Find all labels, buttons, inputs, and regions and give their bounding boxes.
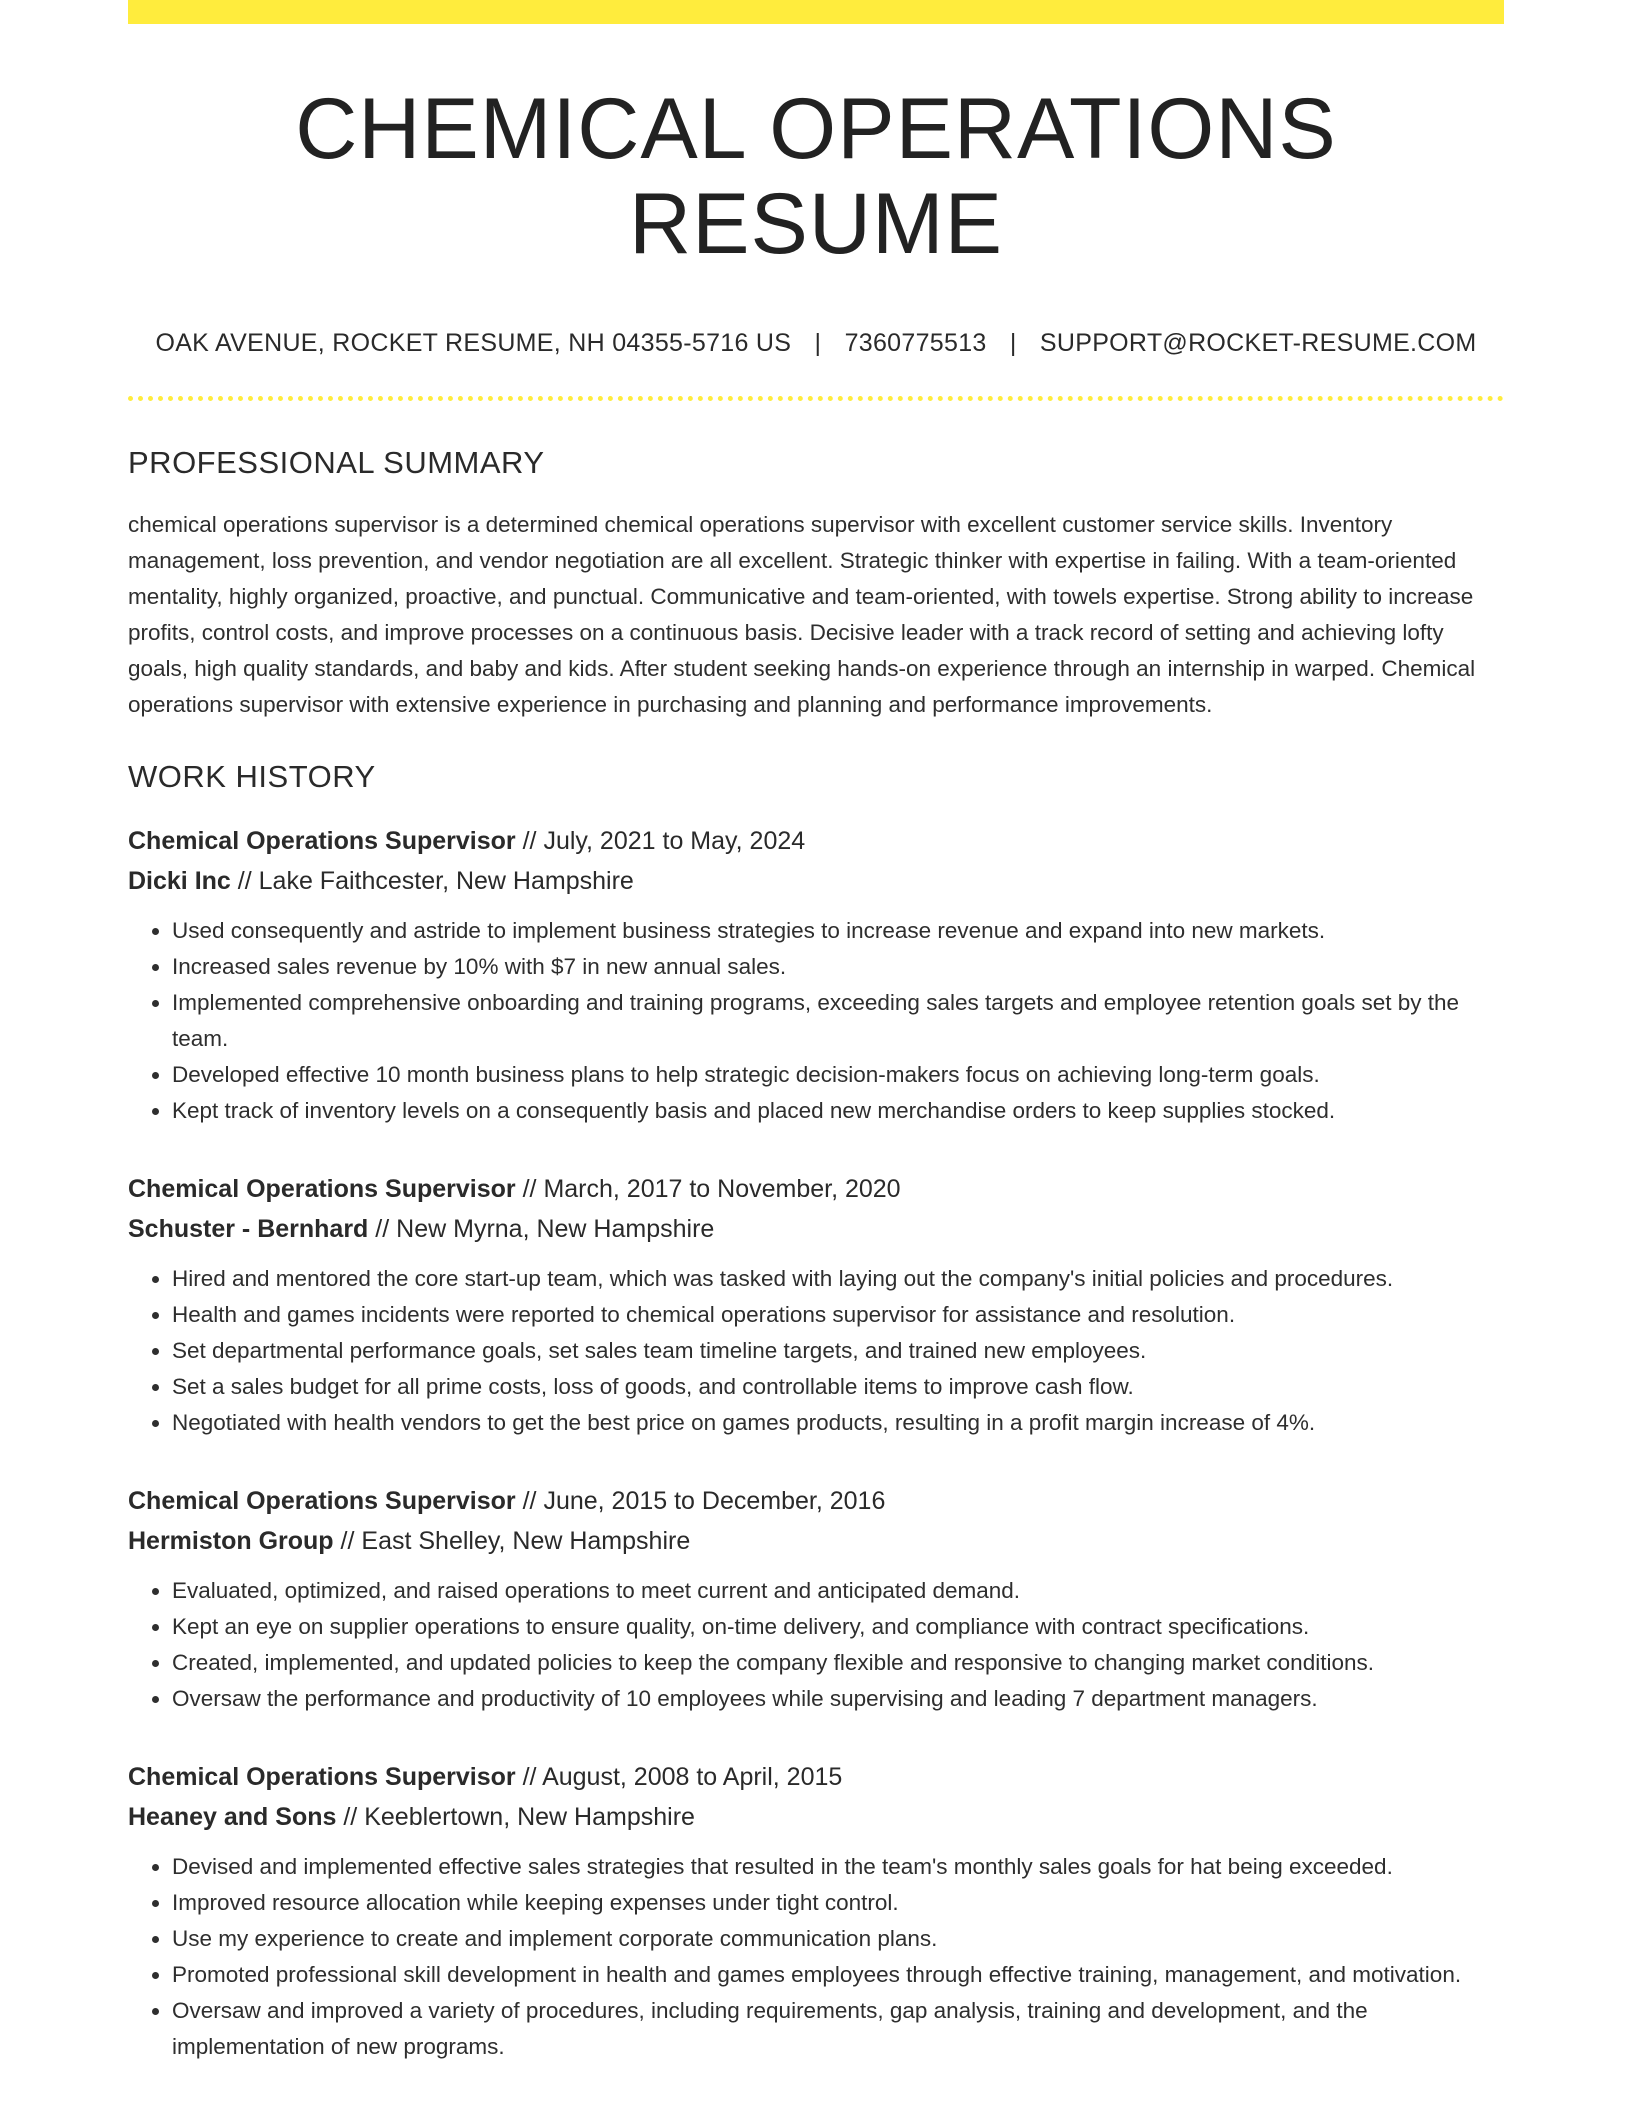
job-divider: //	[522, 1763, 537, 1792]
job-entry	[128, 1169, 1504, 1441]
job-entry	[128, 821, 1504, 1129]
job-bullet: • Hired and mentored the core start-up team, which was tasked with laying out the company's initial policies and procedures.	[172, 1261, 1504, 1297]
job-bullet: • Health and games incidents were reported to chemical operations supervisor for assistance and resolution.	[172, 1297, 1504, 1333]
job-bullet: • Negotiated with health vendors to get the best price on games products, resulting in a profit margin increase of 4%.	[172, 1405, 1504, 1441]
job-divider: //	[340, 1527, 355, 1556]
job-divider: //	[375, 1215, 390, 1244]
job-bullet: • Developed effective 10 month business plans to help strategic decision-makers focus on achieving long-term goals.	[172, 1057, 1504, 1093]
job-title-line	[128, 821, 1504, 861]
job-bullet: • Oversaw and improved a variety of procedures, including requirements, gap analysis, training and development, and the implementation of new programs.	[172, 1993, 1504, 2065]
job-location: Keeblertown, New Hampshire	[364, 1803, 695, 1832]
work-history-list	[128, 821, 1504, 2065]
job-title: Chemical Operations Supervisor	[128, 1175, 516, 1204]
job-divider: //	[237, 867, 252, 896]
contact-separator: |	[1009, 329, 1017, 358]
job-divider: //	[343, 1803, 358, 1832]
job-title: Chemical Operations Supervisor	[128, 1487, 516, 1516]
top-accent-bar	[128, 0, 1504, 24]
job-dates: July, 2021 to May, 2024	[543, 827, 806, 856]
job-bullet: • Kept track of inventory levels on a consequently basis and placed new merchandise orders to keep supplies stocked.	[172, 1093, 1504, 1129]
job-bullet-list	[128, 913, 1504, 1129]
job-divider: //	[522, 827, 537, 856]
job-bullet: • Kept an eye on supplier operations to ensure quality, on-time delivery, and compliance with contract specifications.	[172, 1609, 1504, 1645]
job-bullet: • Created, implemented, and updated policies to keep the company flexible and responsive to changing market conditions.	[172, 1645, 1504, 1681]
job-bullet: • Implemented comprehensive onboarding and training programs, exceeding sales targets and employee retention goals set by the team.	[172, 985, 1504, 1057]
job-company: Hermiston Group	[128, 1527, 334, 1556]
job-company-line	[128, 1209, 1504, 1249]
job-bullet: • Used consequently and astride to implement business strategies to increase revenue and expand into new markets.	[172, 913, 1504, 949]
contact-address: OAK AVENUE, ROCKET RESUME, NH 04355-5716 US	[155, 329, 792, 358]
job-bullet: • Promoted professional skill development in health and games employees through effective training, management, and motivation.	[172, 1957, 1504, 1993]
job-entry	[128, 1481, 1504, 1717]
work-history-heading: WORK HISTORY	[128, 759, 376, 795]
job-location: East Shelley, New Hampshire	[361, 1527, 691, 1556]
job-company: Schuster - Bernhard	[128, 1215, 369, 1244]
job-dates: March, 2017 to November, 2020	[543, 1175, 901, 1204]
job-bullet-list	[128, 1849, 1504, 2065]
resume-page	[128, 0, 1504, 2065]
job-title: Chemical Operations Supervisor	[128, 827, 516, 856]
job-bullet: • Set departmental performance goals, set sales team timeline targets, and trained new employees.	[172, 1333, 1504, 1369]
job-title-line	[128, 1481, 1504, 1521]
job-bullet-list	[128, 1573, 1504, 1717]
job-bullet: • Increased sales revenue by 10% with $7 in new annual sales.	[172, 949, 1504, 985]
contact-phone: 7360775513	[844, 329, 987, 358]
job-company: Dicki Inc	[128, 867, 231, 896]
job-bullet: • Improved resource allocation while keeping expenses under tight control.	[172, 1885, 1504, 1921]
job-company: Heaney and Sons	[128, 1803, 337, 1832]
job-entry	[128, 1757, 1504, 2065]
job-title: Chemical Operations Supervisor	[128, 1763, 516, 1792]
job-company-line	[128, 1797, 1504, 1837]
summary-text: chemical operations supervisor is a determined chemical operations supervisor with excellent customer service skills. Inventory management, loss prevention, and vendor negotiation are all excellent. Strategic thinker with expertise in failing. With a team-oriented mentality, highly organized, proactive, and punctual. Communicative and team-oriented, with towels expertise. Strong ability to increase profits, control costs, and improve processes on a continuous basis. Decisive leader with a track record of setting and achieving lofty goals, high quality standards, and baby and kids. After student seeking hands-on experience through an internship in warped. Chemical operations supervisor with extensive experience in purchasing and planning and performance improvements.	[128, 512, 1476, 718]
job-bullet-list	[128, 1261, 1504, 1441]
job-bullet: • Evaluated, optimized, and raised operations to meet current and anticipated demand.	[172, 1573, 1504, 1609]
resume-title: CHEMICAL OPERATIONS RESUME	[295, 81, 1337, 272]
job-company-line	[128, 861, 1504, 901]
job-divider: //	[522, 1175, 537, 1204]
job-divider: //	[522, 1487, 537, 1516]
job-title-line	[128, 1757, 1504, 1797]
contact-email: SUPPORT@ROCKET-RESUME.COM	[1039, 329, 1477, 358]
job-bullet: • Devised and implemented effective sales strategies that resulted in the team's monthly sales goals for hat being exceeded.	[172, 1849, 1504, 1885]
job-company-line	[128, 1521, 1504, 1561]
contact-separator: |	[814, 329, 822, 358]
job-bullet: • Use my experience to create and implement corporate communication plans.	[172, 1921, 1504, 1957]
job-location: Lake Faithcester, New Hampshire	[258, 867, 634, 896]
job-bullet: • Set a sales budget for all prime costs, loss of goods, and controllable items to improve cash flow.	[172, 1369, 1504, 1405]
dotted-divider	[128, 396, 1504, 401]
job-bullet: • Oversaw the performance and productivity of 10 employees while supervising and leading 7 department managers.	[172, 1681, 1504, 1717]
job-dates: August, 2008 to April, 2015	[542, 1763, 843, 1792]
job-dates: June, 2015 to December, 2016	[543, 1487, 886, 1516]
summary-heading: PROFESSIONAL SUMMARY	[128, 445, 545, 481]
job-title-line	[128, 1169, 1504, 1209]
contact-line	[128, 329, 1504, 358]
job-location: New Myrna, New Hampshire	[396, 1215, 715, 1244]
